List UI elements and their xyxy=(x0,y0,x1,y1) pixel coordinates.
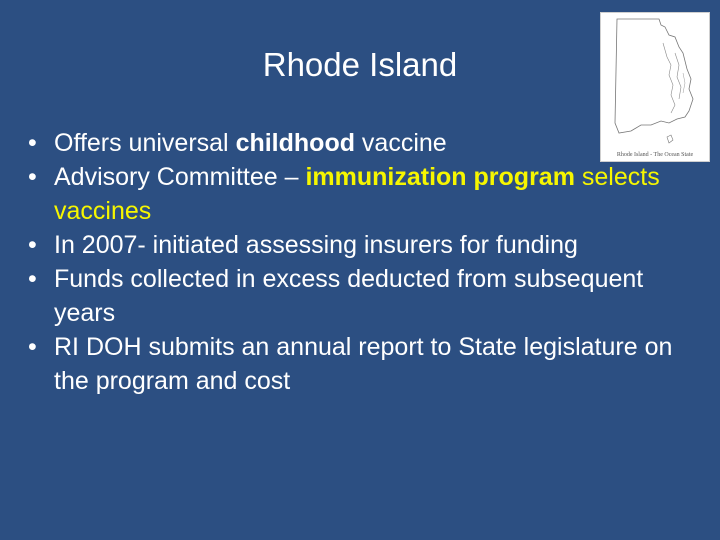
bullet-icon: • xyxy=(28,163,37,191)
bullet-text: Funds collected in excess deducted from subsequent years xyxy=(54,265,644,327)
slide-title: Rhode Island xyxy=(262,46,458,83)
bullet-icon: • xyxy=(28,265,37,293)
bullet-list xyxy=(28,126,678,398)
bullet-item xyxy=(28,228,678,262)
bullet-icon: • xyxy=(28,333,37,361)
bullet-text: In 2007- initiated assessing insurers for funding xyxy=(54,231,578,259)
bullet-icon: • xyxy=(28,129,37,157)
bullet-item xyxy=(28,160,678,228)
bullet-item xyxy=(28,126,678,160)
bullet-text: Offers universal xyxy=(54,129,236,157)
bullet-text: vaccine xyxy=(354,129,447,157)
bullet-item xyxy=(28,262,678,330)
bullet-text-highlight: immunization program xyxy=(305,163,575,191)
bullet-text-highlight: selects vaccines xyxy=(54,163,660,225)
bullet-text-bold: childhood xyxy=(235,129,355,157)
bullet-text: Advisory Committee – xyxy=(54,163,306,191)
bullet-item xyxy=(28,330,678,398)
bullet-icon: • xyxy=(28,231,37,259)
bullet-text: RI DOH submits an annual report to State legislature on the program and cost xyxy=(54,333,673,395)
map-caption: Rhode Island - The Ocean State xyxy=(616,152,694,158)
